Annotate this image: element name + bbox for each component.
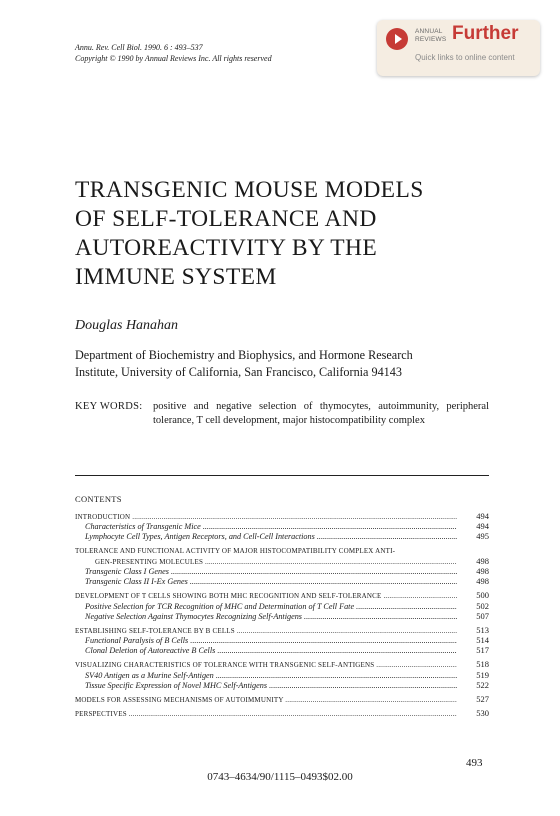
section-divider <box>75 475 489 476</box>
affiliation-line: Institute, University of California, San Francisco, California 94143 <box>75 365 402 379</box>
toc-title: Clonal Deletion of Autoreactive B Cells ..... <box>75 646 457 656</box>
toc-page: 530 <box>476 708 489 719</box>
toc-title: Lymphocyte Cell Types, Antigen Receptors, and Cell-Cell Interactions ..... <box>75 532 457 542</box>
title-line: IMMUNE SYSTEM <box>75 264 277 290</box>
citation-header <box>75 42 272 64</box>
title-line: AUTOREACTIVITY BY THE <box>75 235 378 261</box>
affiliation-line: Department of Biochemistry and Biophysics, and Hormone Research <box>75 348 413 362</box>
toc-title: Functional Paralysis of B Cells ..... <box>75 636 457 646</box>
toc-title: ESTABLISHING SELF-TOLERANCE BY B CELLS ..... <box>75 626 457 636</box>
toc-title: VISUALIZING CHARACTERISTICS OF TOLERANCE WITH TRANSGENIC SELF-ANTIGENS ..... <box>75 660 457 670</box>
annual-reviews-logo-icon <box>386 28 408 50</box>
title-line: OF SELF-TOLERANCE AND <box>75 206 377 232</box>
badge-subtitle: Quick links to online content <box>415 53 515 62</box>
toc-title: DEVELOPMENT OF T CELLS SHOWING BOTH MHC RECOGNITION AND SELF-TOLERANCE ..... <box>75 591 457 601</box>
toc-title: SV40 Antigen as a Murine Self-Antigen ..... <box>75 671 457 681</box>
toc-entry[interactable] <box>75 680 489 690</box>
toc-title: Negative Selection Against Thymocytes Recognizing Self-Antigens ..... <box>75 612 457 622</box>
citation-line-2: Copyright © 1990 by Annual Reviews Inc. All rights reserved <box>75 54 272 63</box>
toc-entry[interactable] <box>75 566 489 576</box>
article-title <box>75 176 495 292</box>
badge-annual-text: ANNUAL <box>415 28 443 35</box>
toc-title: INTRODUCTION ..... <box>75 512 457 522</box>
toc-title: GEN-PRESENTING MOLECULES ..... <box>75 557 457 567</box>
badge-brand <box>415 28 446 44</box>
footer-code: 0743–4634/90/1115–0493$02.00 <box>207 771 353 783</box>
toc-title: MODELS FOR ASSESSING MECHANISMS OF AUTOIMMUNITY ..... <box>75 695 457 705</box>
toc-entry[interactable] <box>75 659 489 669</box>
toc-title: Transgenic Class II I-Ex Genes ..... <box>75 577 457 587</box>
toc-page: 494 <box>476 511 489 521</box>
toc-page: 494 <box>476 521 489 532</box>
toc-entry[interactable] <box>75 645 489 655</box>
toc-page: 518 <box>476 659 489 670</box>
toc-page: 514 <box>476 635 489 646</box>
toc-entry[interactable] <box>75 590 489 600</box>
badge-further-label: Further <box>452 23 519 44</box>
toc-entry[interactable] <box>75 521 489 531</box>
toc-title: Transgenic Class I Genes ..... <box>75 567 457 577</box>
contents-heading: CONTENTS <box>75 494 122 504</box>
further-badge[interactable] <box>377 20 540 76</box>
toc-page: 498 <box>476 555 489 566</box>
toc-title: Characteristics of Transgenic Mice ..... <box>75 522 457 532</box>
author-affiliation <box>75 347 495 381</box>
toc-entry[interactable] <box>75 694 489 704</box>
toc-page: 527 <box>476 694 489 704</box>
toc-page: 495 <box>476 531 489 542</box>
toc-entry[interactable] <box>75 625 489 635</box>
toc-page: 500 <box>476 590 489 601</box>
toc-page: 522 <box>476 679 489 690</box>
author-name: Douglas Hanahan <box>75 318 179 333</box>
badge-reviews-text: REVIEWS <box>415 36 447 43</box>
toc-page: 513 <box>476 624 489 635</box>
toc-title: TOLERANCE AND FUNCTIONAL ACTIVITY OF MAJOR HISTOCOMPATIBILITY COMPLEX ANTI- <box>75 546 396 555</box>
keywords-label: KEY WORDS: <box>75 401 143 412</box>
table-of-contents <box>75 511 489 718</box>
toc-title: PERSPECTIVES ..... <box>75 709 457 719</box>
citation-line-1: Annu. Rev. Cell Biol. 1990. 6 : 493–537 <box>75 43 203 52</box>
toc-page: 498 <box>476 565 489 576</box>
toc-page: 498 <box>476 576 489 587</box>
toc-page: 507 <box>476 610 489 621</box>
toc-page: 517 <box>476 645 489 656</box>
toc-page: 502 <box>476 600 489 611</box>
toc-entry[interactable] <box>75 601 489 611</box>
toc-title: Positive Selection for TCR Recognition of MHC and Determination of T Cell Fate ..... <box>75 602 457 612</box>
title-line: TRANSGENIC MOUSE MODELS <box>75 177 424 203</box>
toc-entry[interactable] <box>75 708 489 718</box>
page-number: 493 <box>466 757 483 769</box>
toc-entry[interactable] <box>75 611 489 621</box>
toc-entry[interactable] <box>75 511 489 521</box>
toc-entry[interactable] <box>75 556 489 566</box>
toc-entry[interactable] <box>75 635 489 645</box>
keywords-text: positive and negative selection of thymocytes, autoimmunity, peripheral tolerance, T cell development, major histocompatibility complex <box>153 401 489 426</box>
toc-entry[interactable] <box>75 576 489 586</box>
toc-entry[interactable] <box>75 546 489 556</box>
toc-entry[interactable] <box>75 670 489 680</box>
toc-entry[interactable] <box>75 531 489 541</box>
toc-title: Tissue Specific Expression of Novel MHC Self-Antigens ..... <box>75 681 457 691</box>
toc-page: 519 <box>476 669 489 680</box>
